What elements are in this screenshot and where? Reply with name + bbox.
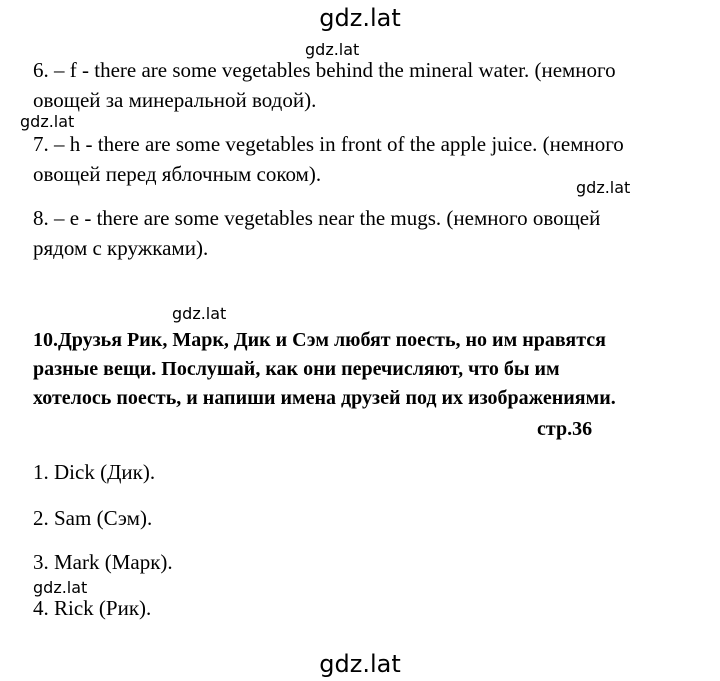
watermark-header: gdz.lat bbox=[319, 4, 401, 32]
watermark: gdz.lat bbox=[33, 578, 88, 597]
watermark-footer: gdz.lat bbox=[319, 650, 401, 678]
answer-8-line2: рядом с кружками). bbox=[33, 236, 209, 260]
answer-7-line1: 7. – h - there are some vegetables in front of the apple juice. (немного bbox=[33, 132, 624, 156]
answer-8-line1: 8. – e - there are some vegetables near the mugs. (немного овощей bbox=[33, 206, 601, 230]
task-heading-line1: 10.Друзья Рик, Марк, Дик и Сэм любят поесть, но им нравятся bbox=[33, 329, 606, 351]
answer-item: 3. Mark (Марк). bbox=[33, 550, 173, 574]
answer-item: 2. Sam (Сэм). bbox=[33, 506, 153, 530]
task-heading-line2: разные вещи. Послушай, как они перечисляют, что бы им bbox=[33, 358, 560, 380]
answer-item: 4. Rick (Рик). bbox=[33, 596, 152, 620]
page-reference: стр.36 bbox=[537, 418, 593, 440]
answer-7-line2: овощей перед яблочным соком). bbox=[33, 162, 322, 186]
watermark: gdz.lat bbox=[20, 112, 75, 131]
answer-6-line1: 6. – f - there are some vegetables behind the mineral water. (немного bbox=[33, 58, 616, 82]
watermark: gdz.lat bbox=[305, 40, 360, 59]
watermark: gdz.lat bbox=[172, 304, 227, 323]
task-heading-line3: хотелось поесть, и напиши имена друзей под их изображениями. bbox=[33, 387, 616, 409]
answer-item: 1. Dick (Дик). bbox=[33, 460, 156, 484]
watermark: gdz.lat bbox=[576, 178, 631, 197]
answer-6-line2: овощей за минеральной водой). bbox=[33, 88, 317, 112]
